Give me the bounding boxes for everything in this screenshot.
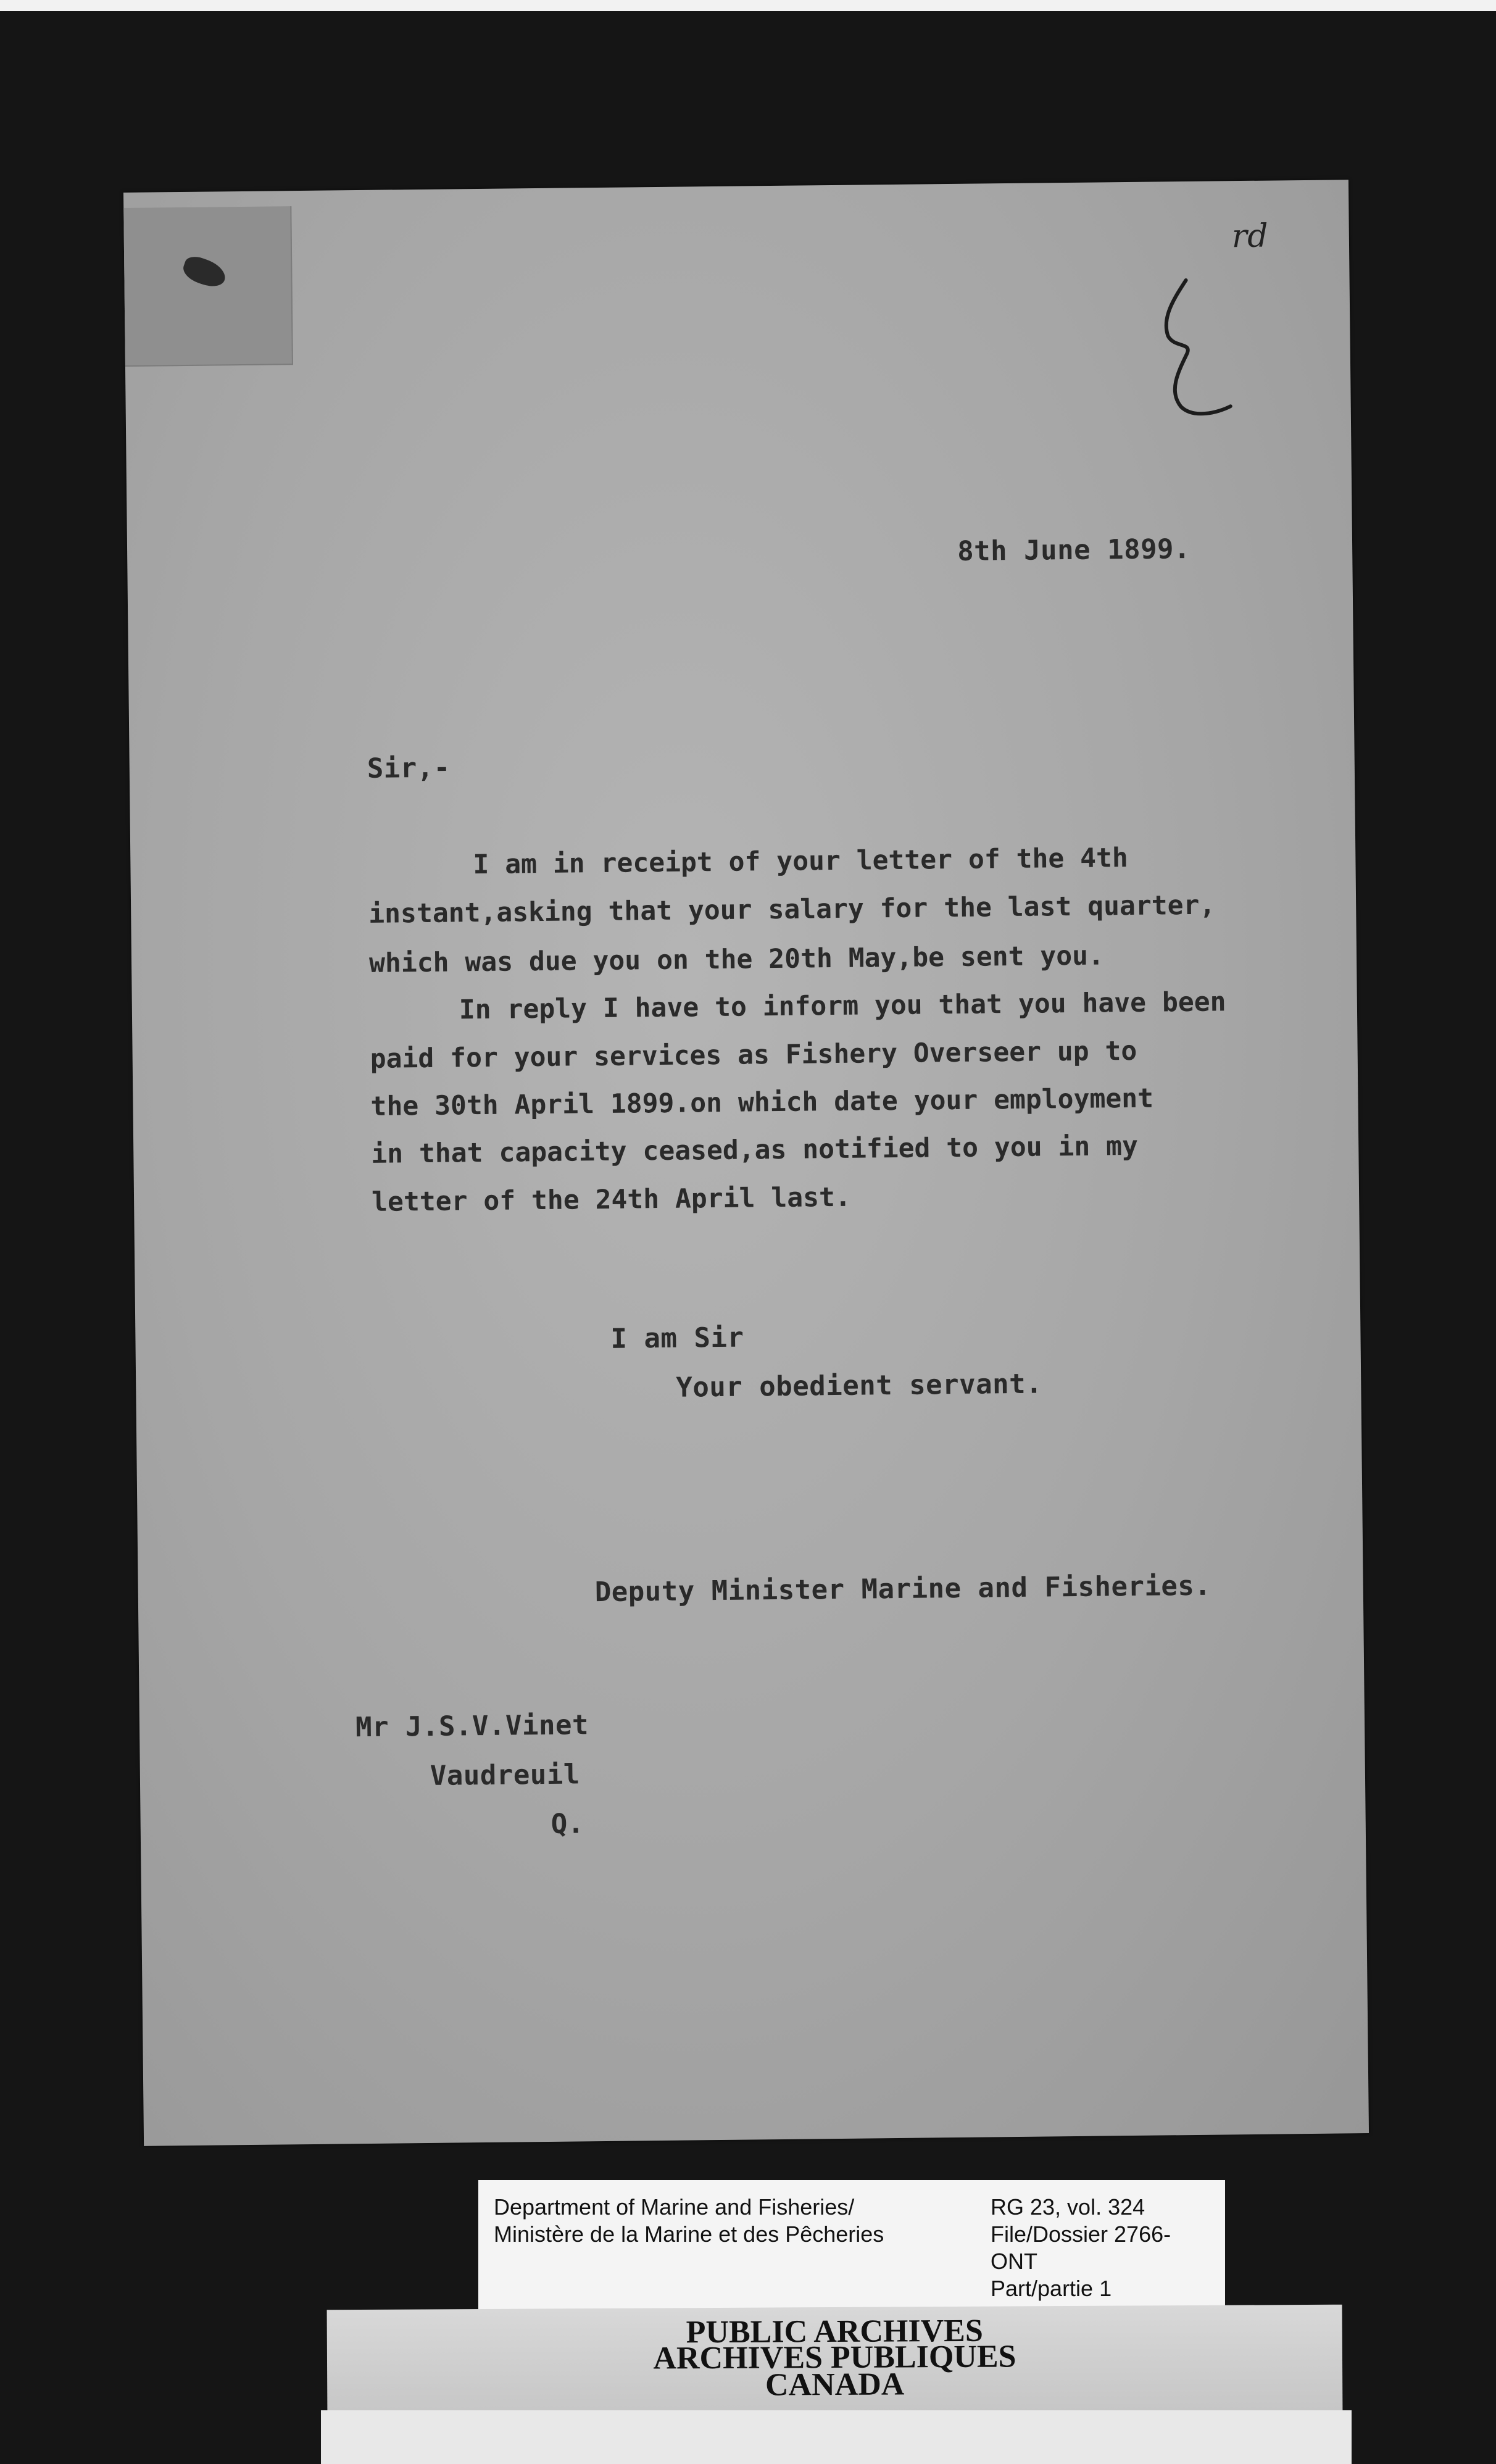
signature-title: Deputy Minister Marine and Fisheries. (594, 1570, 1211, 1609)
addressee-name: Mr J.S.V.Vinet (355, 1709, 589, 1744)
body-line: the 30th April 1899.on which date your employment (370, 1083, 1154, 1122)
salutation: Sir,- (367, 752, 451, 785)
body-line: in that capacity ceased,as notified to you in my (371, 1130, 1139, 1170)
closing-line: I am Sir (610, 1321, 744, 1355)
public-archives-stamp (327, 2305, 1343, 2416)
body-line: I am in receipt of your letter of the 4th (473, 843, 1129, 881)
body-line: paid for your services as Fishery Overseer up to (370, 1035, 1137, 1075)
ink-blot (180, 253, 229, 291)
file-reference (991, 2194, 1171, 2302)
reference-file: File/Dossier 2766- (991, 2221, 1171, 2247)
handwritten-mark (1149, 273, 1237, 422)
department-fr: Ministère de la Marine et des Pêcheries (494, 2221, 884, 2247)
body-line: In reply I have to inform you that you have been (459, 986, 1226, 1026)
body-line: instant,asking that your salary for the last quarter, (368, 889, 1216, 930)
reference-rg: RG 23, vol. 324 (991, 2194, 1145, 2220)
reference-part: Part/partie 1 (991, 2276, 1112, 2301)
bottom-edge-strip (321, 2410, 1352, 2464)
margin-note: rd (1231, 217, 1269, 256)
stamp-patch (123, 206, 293, 367)
reference-ont: ONT (991, 2249, 1037, 2274)
letter-page (123, 180, 1369, 2146)
body-line: which was due you on the 20th May,be sent you. (368, 940, 1105, 979)
body-line: letter of the 24th April last. (371, 1181, 852, 1218)
archives-country: CANADA (765, 2366, 905, 2403)
department-names (494, 2194, 884, 2248)
top-edge-strip (0, 0, 1496, 11)
addressee-place: Vaudreuil (430, 1759, 581, 1792)
closing-signoff: Your obedient servant. (676, 1368, 1043, 1404)
department-en: Department of Marine and Fisheries/ (494, 2194, 855, 2220)
addressee-province: Q. (551, 1808, 584, 1840)
archives-fr: ARCHIVES PUBLIQUES (653, 2339, 1016, 2376)
archive-reference-label (478, 2180, 1225, 2310)
archives-en: PUBLIC ARCHIVES (686, 2313, 983, 2350)
letter-date: 8th June 1899. (957, 533, 1191, 567)
